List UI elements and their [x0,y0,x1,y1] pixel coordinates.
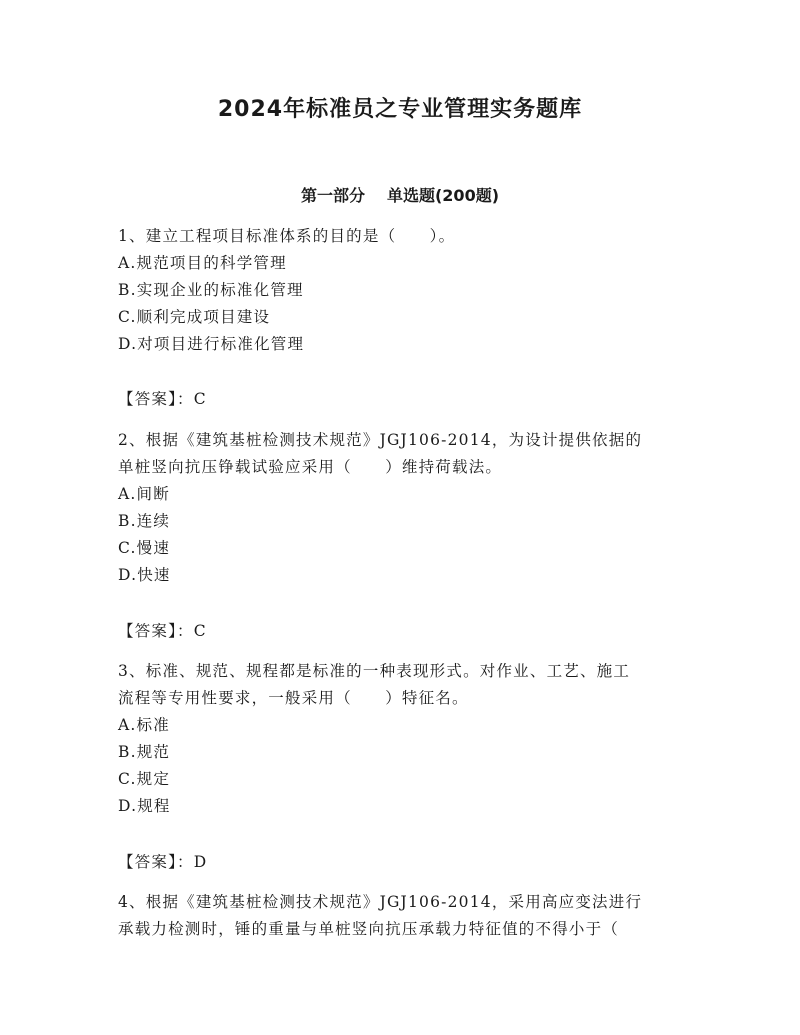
question-1-stem-line-1: 1、建立工程项目标准体系的目的是（ ）。 [118,227,456,245]
question-1-option-a: A.规范项目的科学管理 [118,254,287,272]
question-3-option-a: A.标准 [118,716,170,734]
question-2-option-b: B.连续 [118,512,171,530]
question-3-stem-line-2: 流程等专用性要求，一般采用（ ）特征名。 [118,689,469,707]
question-3-option-d: D.规程 [118,797,171,815]
question-2-option-c: C.慢速 [118,539,171,557]
question-2-stem-line-2: 单桩竖向抗压铮载试验应采用（ ）维持荷载法。 [118,458,503,476]
question-4-stem-line-1: 4、根据《建筑基桩检测技术规范》JGJ106-2014，采用高应变法进行 [118,893,643,911]
question-3-option-b: B.规范 [118,743,171,761]
question-3-option-c: C.规定 [118,770,171,788]
section-part: 第一部分 [300,186,365,205]
question-1-option-b: B.实现企业的标准化管理 [118,281,304,299]
section-name: 单选题(200题) [386,186,500,205]
section-title [0,183,800,206]
page-title: 2024年标准员之专业管理实务题库 [217,97,583,122]
question-2-option-a: A.间断 [118,485,170,503]
question-4-stem-line-2: 承载力检测时，锤的重量与单桩竖向抗压承载力特征值的不得小于（ [118,920,620,938]
question-3-stem-line-1: 3、标准、规范、规程都是标准的一种表现形式。对作业、工艺、施工 [118,662,631,680]
question-1-answer: 【答案】：C [118,390,207,408]
question-2-answer: 【答案】：C [118,622,207,640]
question-1-option-c: C.顺利完成项目建设 [118,308,271,326]
question-1-option-d: D.对项目进行标准化管理 [118,335,305,353]
question-2-stem-line-1: 2、根据《建筑基桩检测技术规范》JGJ106-2014，为设计提供依据的 [118,431,643,449]
question-3-answer: 【答案】：D [118,853,208,871]
question-2-option-d: D.快速 [118,566,171,584]
